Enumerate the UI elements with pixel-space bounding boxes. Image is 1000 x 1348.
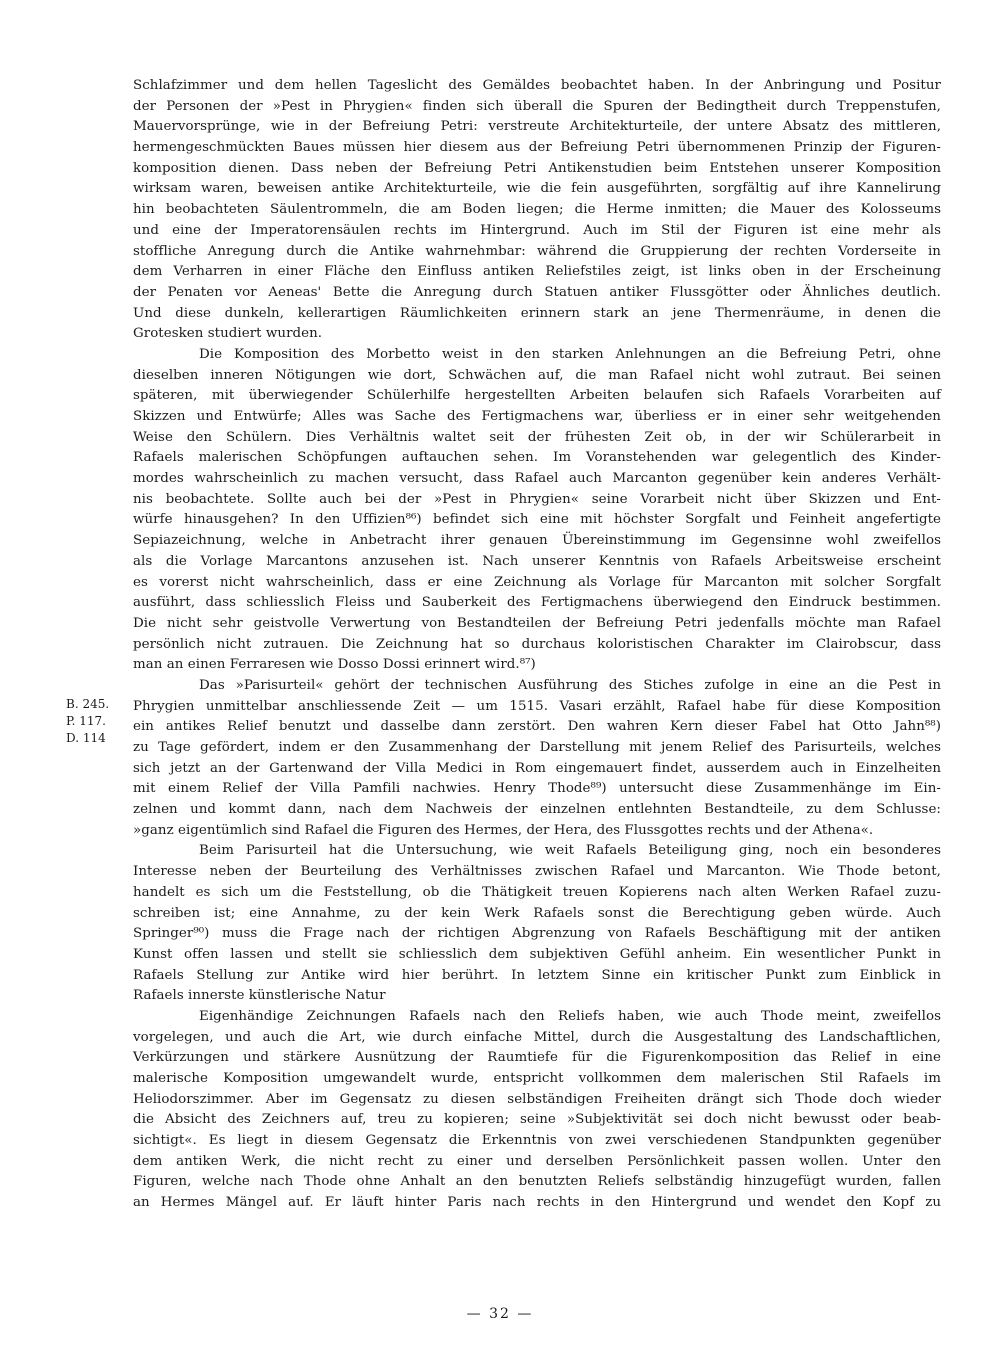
text-line: nis beobachtete. Sollte auch bei der »Pest in Phrygien« seine Vorarbeit nicht über Skizzen und Ent-	[133, 491, 941, 507]
text-line: malerische Komposition umgewandelt wurde, entspricht vollkommen dem malerischen Stil Rafaels im	[133, 1071, 941, 1086]
text-line: späteren, mit überwiegender Schülerhilfe hergestellten Arbeiten belaufen sich Rafaels Vorarbeiten auf	[133, 388, 941, 404]
text-line: komposition dienen. Dass neben der Befreiung Petri Antikenstudien beim Entstehen unserer Komposition	[133, 160, 941, 176]
text-line: Sepiazeichnung, welche in Anbetracht ihrer genauen Übereinstimmung im Gegensinne wohl zweifellos	[133, 533, 941, 549]
text-line: dem Verharren in einer Fläche den Einfluss antiken Reliefstiles zeigt, ist links oben in der Erscheinung	[133, 264, 941, 280]
text-line: es vorerst nicht wahrscheinlich, dass er eine Zeichnung als Vorlage für Marcanton mit solcher Sorgfalt	[133, 574, 941, 590]
text-line: Interesse neben der Beurteilung des Verhältnisses zwischen Rafael und Marcanton. Wie Thode betont,	[133, 864, 941, 880]
text-line: Kunst offen lassen und stellt sie schliesslich dem subjektiven Gefühl anheim. Ein wesentlicher Punkt in	[133, 946, 941, 962]
text-line: zelnen und kommt dann, nach dem Nachweis der einzelnen entlehnten Bestandteile, zu dem Schlusse:	[133, 802, 941, 818]
text-line: Die Komposition des Morbetto weist in den starken Anlehnungen an die Befreiung Petri, ohne	[199, 346, 941, 362]
text-line: sich jetzt an der Gartenwand der Villa Medici in Rom eingemauert findet, ausserdem auch in Einzelheiten	[133, 760, 941, 776]
margin-note: P. 117.	[66, 714, 106, 728]
margin-note: B. 245.	[66, 697, 110, 711]
text-line: wirksam waren, beweisen antike Architekturteile, wie die fein ausgeführten, sorgfältig auf ihre Kannelirung	[133, 181, 941, 197]
text-line: stoffliche Anregung durch die Antike wahrnehmbar: während die Gruppierung der rechten Vorderseite in	[133, 243, 941, 259]
text-line: zu Tage gefördert, indem er den Zusammenhang der Darstellung mit jenem Relief des Parisurteils, welches	[133, 740, 941, 755]
text-line: Mauervorsprünge, wie in der Befreiung Petri: verstreute Architekturteile, der untere Absatz des mittleren,	[133, 119, 941, 135]
text-line: schreiben ist; eine Annahme, zu der kein Werk Rafaels sonst die Berechtigung geben würde. Auch	[133, 905, 941, 921]
text-line: Heliodorszimmer. Aber im Gegensatz zu diesen selbständigen Freiheiten drängt sich Thode doch wieder	[133, 1091, 941, 1107]
text-line: vorgelegen, und auch die Art, wie durch einfache Mittel, durch die Ausgestaltung des Landschaftlichen,	[133, 1029, 941, 1045]
text-line: Rafaels innerste künstlerische Natur	[133, 988, 386, 1004]
text-line: Rafaels malerischen Schöpfungen auftauchen sehen. Im Voranstehenden war gelegentlich des Kinder-	[133, 450, 941, 466]
text-line: und eine der Imperatorensäulen rechts im Hintergrund. Auch im Stil der Figuren ist eine mehr als	[133, 222, 941, 238]
text-line: persönlich nicht zutrauen. Die Zeichnung hat so durchaus koloristischen Charakter im Clairobscur, dass	[133, 636, 941, 652]
text-line: Und diese dunkeln, kellerartigen Räumlichkeiten erinnern stark an jene Thermenräume, in denen die	[133, 305, 941, 321]
text-line: man an einen Ferraresen wie Dosso Dossi erinnert wird.⁸⁷)	[133, 657, 536, 673]
text-line: Beim Parisurteil hat die Untersuchung, wie weit Rafaels Beteiligung ging, noch ein besonderes	[199, 843, 941, 859]
text-line: Eigenhändige Zeichnungen Rafaels nach den Reliefs haben, wie auch Thode meint, zweifellos	[199, 1008, 941, 1024]
margin-note: D. 114	[66, 731, 106, 745]
text-line: handelt es sich um die Feststellung, ob die Thätigkeit treuen Kopierens nach alten Werken Rafael zuzu-	[133, 884, 941, 900]
text-line: die Absicht des Zeichners auf, treu zu kopieren; seine »Subjektivität sei doch nicht bewusst oder beab-	[133, 1112, 941, 1128]
text-line: der Penaten vor Aeneas' Bette die Anregung durch Statuen antiker Flussgötter oder Ähnliches deutlich.	[133, 284, 941, 300]
text-line: Skizzen und Entwürfe; Alles was Sache des Fertigmachens war, überliess er in einer sehr weitgehenden	[133, 409, 941, 424]
text-line: Schlafzimmer und dem hellen Tageslicht des Gemäldes beobachtet haben. In der Anbringung und Positur	[133, 78, 941, 93]
page-number: — 32 —	[466, 1306, 534, 1322]
body-text	[133, 76, 941, 1214]
text-line: Springer⁹⁰) muss die Frage nach der richtigen Abgrenzung von Rafaels Beschäftigung mit der antiken	[133, 926, 941, 942]
text-line: Phrygien unmittelbar anschliessende Zeit — um 1515. Vasari erzählt, Rafael habe für diese Komposition	[133, 698, 941, 714]
text-line: Verkürzungen und stärkere Ausnützung der Raumtiefe für die Figurenkomposition das Relief in eine	[133, 1050, 941, 1066]
text-line: hermengeschmückten Baues müssen hier diesem aus der Befreiung Petri übernommenen Prinzip der Figuren-	[133, 140, 941, 156]
text-line: Rafaels Stellung zur Antike wird hier berührt. In letztem Sinne ein kritischer Punkt zum Einblick in	[133, 967, 941, 983]
text-line: ein antikes Relief benutzt und dasselbe dann zerstört. Den wahren Kern dieser Fabel hat Otto Jahn⁸⁸)	[133, 719, 941, 735]
text-line: Weise den Schülern. Dies Verhältnis waltet seit der frühesten Zeit ob, in der wir Schülerarbeit in	[133, 429, 941, 445]
text-line: an Hermes Mängel auf. Er läuft hinter Paris nach rechts in den Hintergrund und wendet den Kopf zu	[133, 1195, 941, 1211]
text-line: hin beobachteten Säulentrommeln, die am Boden liegen; die Herme inmitten; die Mauer des Kolosseums	[133, 202, 941, 218]
text-line: mit einem Relief der Villa Pamfili nachwies. Henry Thode⁸⁹) untersucht diese Zusammenhänge im Ein-	[133, 781, 941, 797]
text-line: Figuren, welche nach Thode ohne Anhalt an den benutzten Reliefs selbständig hinzugefügt wurden, fallen	[133, 1174, 941, 1190]
text-line: Grotesken studiert wurden.	[133, 326, 323, 342]
text-line: mordes wahrscheinlich zu machen versucht, dass Rafael auch Marcanton gegenüber kein anderes Verhält-	[133, 471, 941, 487]
text-line: ausführt, dass schliesslich Fleiss und Sauberkeit des Fertigmachens überwiegend den Eindruck bestimmen.	[133, 595, 941, 611]
text-line: Die nicht sehr geistvolle Verwertung von Bestandteilen der Befreiung Petri jedenfalls möchte man Rafael	[133, 615, 941, 631]
text-line: als die Vorlage Marcantons anzusehen ist. Nach unserer Kenntnis von Rafaels Arbeitsweise erscheint	[133, 553, 941, 569]
text-line: Das »Parisurteil« gehört der technischen Ausführung des Stiches zufolge in eine an die Pest in	[199, 677, 941, 693]
text-line: dem antiken Werk, die nicht recht zu einer und derselben Persönlichkeit passen wollen. Unter den	[133, 1153, 941, 1169]
text-line: dieselben inneren Nötigungen wie dort, Schwächen auf, die man Rafael nicht wohl zutraut. Bei seinen	[133, 367, 941, 383]
text-line: sichtigt«. Es liegt in diesem Gegensatz die Erkenntnis von zwei verschiedenen Standpunkten gegenüber	[133, 1133, 941, 1149]
text-line: würfe hinausgehen? In den Uffizien⁸⁶) befindet sich eine mit höchster Sorgfalt und Feinheit angefertigte	[133, 512, 941, 528]
margin-references	[66, 696, 109, 747]
text-line: der Personen der »Pest in Phrygien« finden sich überall die Spuren der Bedingtheit durch Treppenstufen,	[133, 98, 941, 114]
text-line: »ganz eigentümlich sind Rafael die Figuren des Hermes, der Hera, des Flussgottes rechts und der Athena«.	[133, 822, 874, 838]
